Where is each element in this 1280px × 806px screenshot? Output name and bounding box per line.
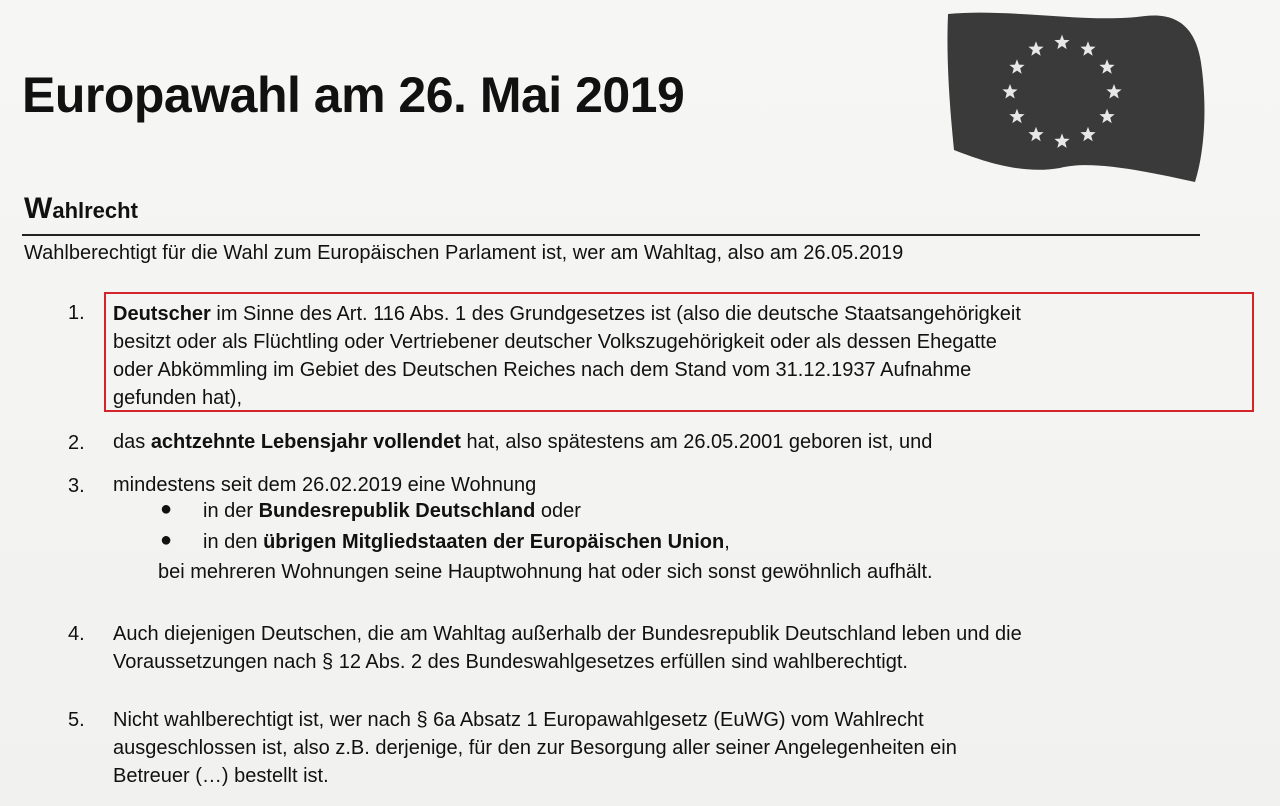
item-5-line-1: Nicht wahlberechtigt ist, wer nach § 6a Absatz 1 Europawahlgesetz (EuWG) vom Wahlrecht	[113, 709, 924, 731]
heading-initial: W	[24, 192, 53, 225]
item-number: 5.	[68, 709, 85, 731]
item-2-pre: das	[113, 431, 151, 453]
intro-text: Wahlberechtigt für die Wahl zum Europäischen Parlament ist, wer am Wahltag, also am 26.05.2019	[24, 242, 904, 264]
item-number: 2.	[68, 432, 85, 454]
heading-rest: ahlrecht	[52, 198, 138, 223]
bullet-2-pre: in den	[203, 531, 264, 553]
page-title: Europawahl am 26. Mai 2019	[22, 67, 685, 123]
list-item-1	[113, 300, 1253, 412]
item-3-trailing: bei mehreren Wohnungen seine Hauptwohnung hat oder sich sonst gewöhnlich aufhält.	[158, 561, 933, 583]
item-2-bold: achtzehnte Lebensjahr vollendet	[150, 431, 461, 453]
list-item-2	[113, 428, 1253, 456]
bullet-dot-icon: ●	[160, 529, 173, 551]
item-5-line-2: ausgeschlossen ist, also z.B. derjenige, für den zur Besorgung aller seiner Angelegenheiten ein	[113, 737, 957, 759]
item-number: 1.	[68, 302, 85, 324]
eu-flag-icon	[940, 10, 1210, 185]
item-4-line-1: Auch diejenigen Deutschen, die am Wahltag außerhalb der Bundesrepublik Deutschland leben und die	[113, 623, 1022, 645]
bullet-2-bold: übrigen Mitgliedstaaten der Europäischen Union	[263, 531, 725, 553]
section-heading	[24, 192, 138, 226]
item-4-line-2: Voraussetzungen nach § 12 Abs. 2 des Bundeswahlgesetzes erfüllen sind wahlberechtigt.	[113, 651, 908, 673]
heading-divider	[22, 234, 1200, 236]
bullet-1-bold: Bundesrepublik Deutschland	[258, 500, 536, 522]
bullet-dot-icon: ●	[160, 498, 173, 520]
list-item-5	[113, 706, 1253, 790]
item-1-line-4: gefunden hat),	[113, 387, 242, 409]
bullet-2-post: ,	[724, 531, 730, 553]
bullet-item-1	[203, 500, 581, 523]
item-2-post: hat, also spätestens am 26.05.2001 geboren ist, und	[460, 431, 933, 453]
item-1-line-3: oder Abkömmling im Gebiet des Deutschen Reiches nach dem Stand vom 31.12.1937 Aufnahme	[113, 359, 972, 381]
item-1-line-2: besitzt oder als Flüchtling oder Vertriebener deutscher Volkszugehörigkeit oder als dessen Ehegatte	[113, 331, 997, 353]
item-1-bold: Deutscher	[113, 303, 211, 325]
item-5-line-3: Betreuer (…) bestellt ist.	[113, 765, 329, 787]
item-number: 3.	[68, 475, 85, 497]
item-number: 4.	[68, 623, 85, 645]
bullet-item-2	[203, 531, 730, 554]
item-1-line-1-rest: im Sinne des Art. 116 Abs. 1 des Grundgesetzes ist (also die deutsche Staatsangehörigkeit	[210, 303, 1021, 325]
list-item-4	[113, 620, 1253, 676]
list-item-3: mindestens seit dem 26.02.2019 eine Wohnung	[113, 474, 537, 496]
item-1-line-1	[113, 300, 1253, 328]
bullet-1-pre: in der	[203, 500, 259, 522]
bullet-1-post: oder	[535, 500, 581, 522]
